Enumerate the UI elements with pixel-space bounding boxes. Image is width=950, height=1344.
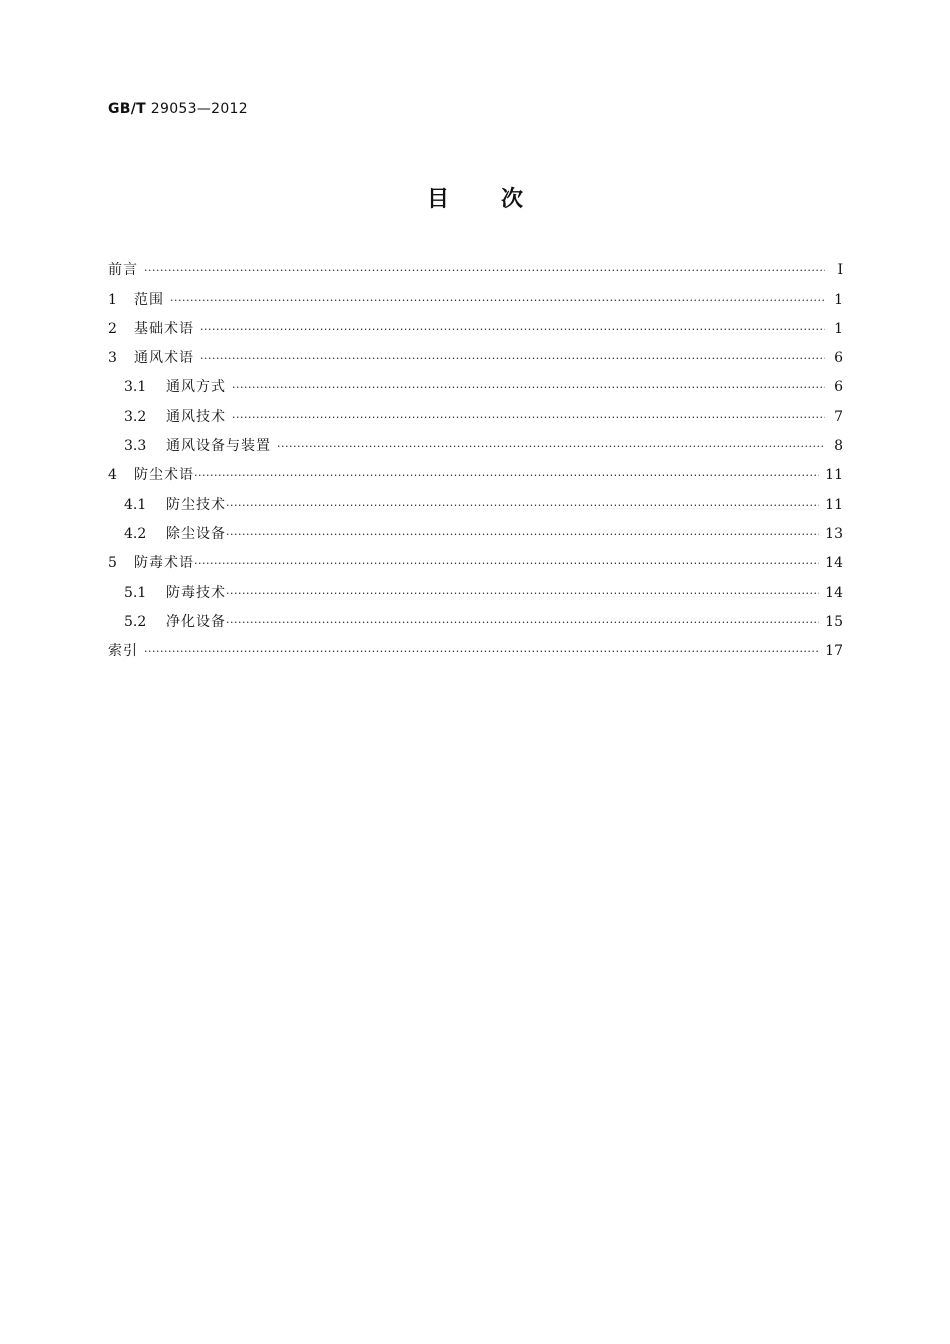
toc-entry-page: 7 xyxy=(834,408,843,425)
toc-entry-page: 6 xyxy=(834,350,843,367)
toc-leader-dots xyxy=(144,637,819,666)
toc-entry-label: 防尘术语 xyxy=(134,467,194,484)
toc-entry[interactable] xyxy=(108,432,843,461)
toc-leader-dots xyxy=(226,520,819,549)
toc-entry-number: 2 xyxy=(108,320,117,337)
toc-entry-number: 5 xyxy=(108,555,117,572)
toc-entry-page: 1 xyxy=(834,320,843,337)
toc-entry-page: 14 xyxy=(825,584,843,601)
toc-entry[interactable] xyxy=(108,373,843,402)
toc-entry-number: 4.1 xyxy=(124,496,147,513)
toc-entry-label: 范围 xyxy=(134,291,164,308)
toc-entry[interactable] xyxy=(108,256,843,285)
standard-prefix: GB/T xyxy=(108,101,147,117)
toc-entry-number: 5.2 xyxy=(124,613,147,630)
toc-entry-label: 索引 xyxy=(108,643,138,660)
table-of-contents xyxy=(108,256,843,666)
toc-entry-page: 11 xyxy=(825,467,843,484)
page-title: 目次 xyxy=(426,187,575,212)
toc-leader-dots xyxy=(144,256,825,285)
toc-entry-number: 3.1 xyxy=(124,379,147,396)
toc-entry-label: 除尘设备 xyxy=(166,525,226,542)
toc-leader-dots xyxy=(194,549,819,578)
toc-entry-number: 5.1 xyxy=(124,584,147,601)
toc-entry-label: 通风方式 xyxy=(166,379,226,396)
toc-entry-number: 3.3 xyxy=(124,438,147,455)
toc-entry-number: 3 xyxy=(108,350,117,367)
toc-leader-dots xyxy=(194,461,819,490)
toc-entry-page: 14 xyxy=(825,555,843,572)
toc-entry[interactable] xyxy=(108,608,843,637)
toc-leader-dots xyxy=(200,344,825,373)
toc-entry[interactable] xyxy=(108,285,843,314)
toc-entry[interactable] xyxy=(108,490,843,519)
toc-leader-dots xyxy=(226,491,819,520)
toc-leader-dots xyxy=(232,403,825,432)
toc-entry-label: 防尘技术 xyxy=(166,496,226,513)
toc-entry-page: 1 xyxy=(834,291,843,308)
toc-entry-page: 8 xyxy=(834,438,843,455)
toc-leader-dots xyxy=(170,286,825,315)
toc-entry-label: 基础术语 xyxy=(134,320,194,337)
toc-entry-page: 17 xyxy=(825,643,843,660)
toc-entry[interactable] xyxy=(108,461,843,490)
toc-leader-dots xyxy=(200,315,825,344)
toc-entry[interactable] xyxy=(108,549,843,578)
standard-number: 29053—2012 xyxy=(150,101,248,117)
toc-entry[interactable] xyxy=(108,578,843,607)
standard-code xyxy=(108,101,248,117)
toc-entry-page: 6 xyxy=(834,379,843,396)
toc-entry[interactable] xyxy=(108,520,843,549)
toc-entry-label: 通风术语 xyxy=(134,350,194,367)
toc-leader-dots xyxy=(277,432,825,461)
toc-entry-label: 通风技术 xyxy=(166,408,226,425)
toc-entry[interactable] xyxy=(108,344,843,373)
toc-entry-number: 3.2 xyxy=(124,408,147,425)
toc-leader-dots xyxy=(226,608,819,637)
toc-leader-dots xyxy=(232,373,825,402)
toc-entry[interactable] xyxy=(108,402,843,431)
toc-entry-label: 前言 xyxy=(108,262,138,279)
toc-entry-page: 15 xyxy=(825,613,843,630)
toc-entry-label: 净化设备 xyxy=(166,613,226,630)
toc-entry-number: 4.2 xyxy=(124,525,147,542)
toc-entry[interactable] xyxy=(108,637,843,666)
toc-entry-label: 防毒术语 xyxy=(134,555,194,572)
toc-entry-number: 1 xyxy=(108,291,117,308)
toc-leader-dots xyxy=(226,579,819,608)
toc-entry-label: 防毒技术 xyxy=(166,584,226,601)
toc-entry[interactable] xyxy=(108,315,843,344)
toc-entry-page: 13 xyxy=(825,525,843,542)
toc-entry-label: 通风设备与装置 xyxy=(166,438,271,455)
toc-entry-number: 4 xyxy=(108,467,117,484)
toc-entry-page: 11 xyxy=(825,496,843,513)
toc-entry-page: Ⅰ xyxy=(837,262,843,279)
